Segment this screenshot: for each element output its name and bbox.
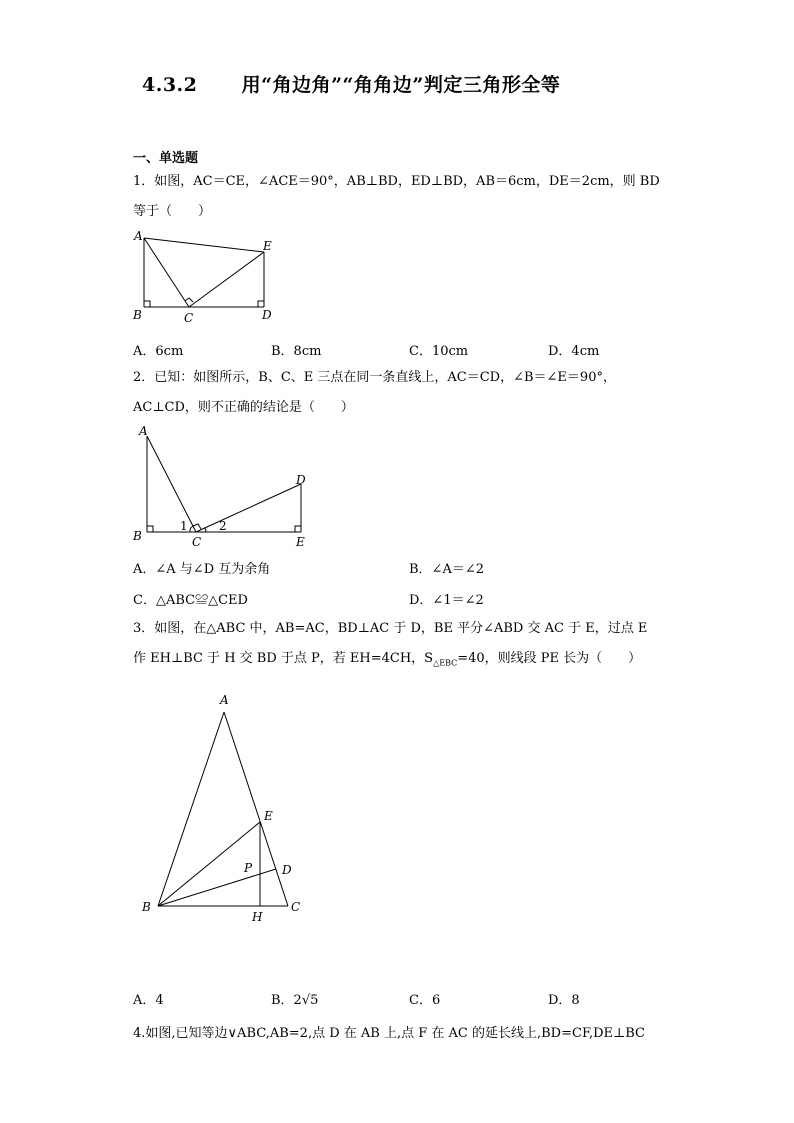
section-heading: 一、单选题 — [133, 151, 199, 166]
q3-option-a[interactable]: A．4 — [133, 993, 164, 1008]
q1-label-e: E — [263, 239, 272, 253]
q3-label-e: E — [264, 809, 273, 823]
question-3-line-2 — [133, 649, 641, 674]
q1-label-c: C — [184, 311, 194, 325]
q3-label-d: D — [282, 863, 292, 877]
question-4-line-1: 4.如图,已知等边∨ABC,AB=2,点 D 在 AB 上,点 F 在 AC 的延长线上,BD=CF,DE⊥BC — [133, 1026, 645, 1041]
q2-label-a: A — [139, 424, 148, 438]
q1-option-d[interactable]: D．4cm — [548, 344, 600, 359]
q3-label-c: C — [291, 900, 301, 914]
q1-label-b: B — [133, 308, 142, 322]
q2-label-e: E — [296, 535, 305, 549]
question-1-line-1: 1．如图，AC＝CE，∠ACE＝90°，AB⊥BD，ED⊥BD，AB＝6cm，DE＝2cm，则 BD — [133, 174, 660, 189]
q1-option-b[interactable]: B．8cm — [271, 344, 322, 359]
q2-option-c[interactable]: C．△ABC≌△CED — [133, 593, 248, 608]
q3-label-b: B — [142, 900, 151, 914]
q3-line-2-prefix: 作 EH⊥BC 于 H 交 BD 于点 P，若 EH=4CH，S — [133, 651, 434, 666]
question-3-line-1: 3．如图，在△ABC 中，AB=AC，BD⊥AC 于 D，BE 平分∠ABD 交 AC 于 E，过点 E — [133, 621, 648, 636]
q2-option-b[interactable]: B．∠A＝∠2 — [409, 562, 484, 577]
q1-label-d: D — [262, 308, 272, 322]
q2-label-d: D — [296, 473, 306, 487]
q3-option-c[interactable]: C．6 — [409, 993, 441, 1008]
q3-option-d[interactable]: D．8 — [548, 993, 580, 1008]
q2-label-angle-2: 2 — [219, 519, 227, 533]
q3-label-a: A — [220, 693, 229, 707]
q2-label-c: C — [192, 535, 202, 549]
q3-option-b[interactable]: B．2√5 — [271, 993, 319, 1008]
question-2-figure — [130, 424, 320, 549]
title-number: 4.3.2 — [142, 74, 198, 96]
title-text: 用“角边角”“角角边”判定三角形全等 — [241, 74, 561, 96]
question-3-figure — [130, 680, 330, 930]
q2-option-a[interactable]: A．∠A 与∠D 互为余角 — [133, 562, 271, 577]
q3-line-2-suffix: =40，则线段 PE 长为（ ） — [457, 651, 642, 666]
q1-option-a[interactable]: A．6cm — [133, 344, 184, 359]
question-2-line-1: 2．已知：如图所示，B、C、E 三点在同一条直线上，AC＝CD，∠B＝∠E＝90°， — [133, 370, 616, 385]
question-1-figure — [130, 230, 290, 325]
q3-label-h: H — [252, 910, 263, 924]
q1-option-c[interactable]: C．10cm — [409, 344, 469, 359]
q3-area-subscript: △EBC — [433, 658, 458, 668]
q1-label-a: A — [134, 229, 143, 243]
q2-label-angle-1: 1 — [180, 519, 188, 533]
page-title — [142, 70, 560, 97]
q2-label-b: B — [133, 529, 142, 543]
question-1-line-2: 等于（ ） — [133, 204, 212, 219]
question-2-line-2: AC⊥CD，则不正确的结论是（ ） — [133, 400, 354, 415]
q3-label-p: P — [244, 861, 253, 875]
q2-option-d[interactable]: D．∠1＝∠2 — [409, 593, 484, 608]
